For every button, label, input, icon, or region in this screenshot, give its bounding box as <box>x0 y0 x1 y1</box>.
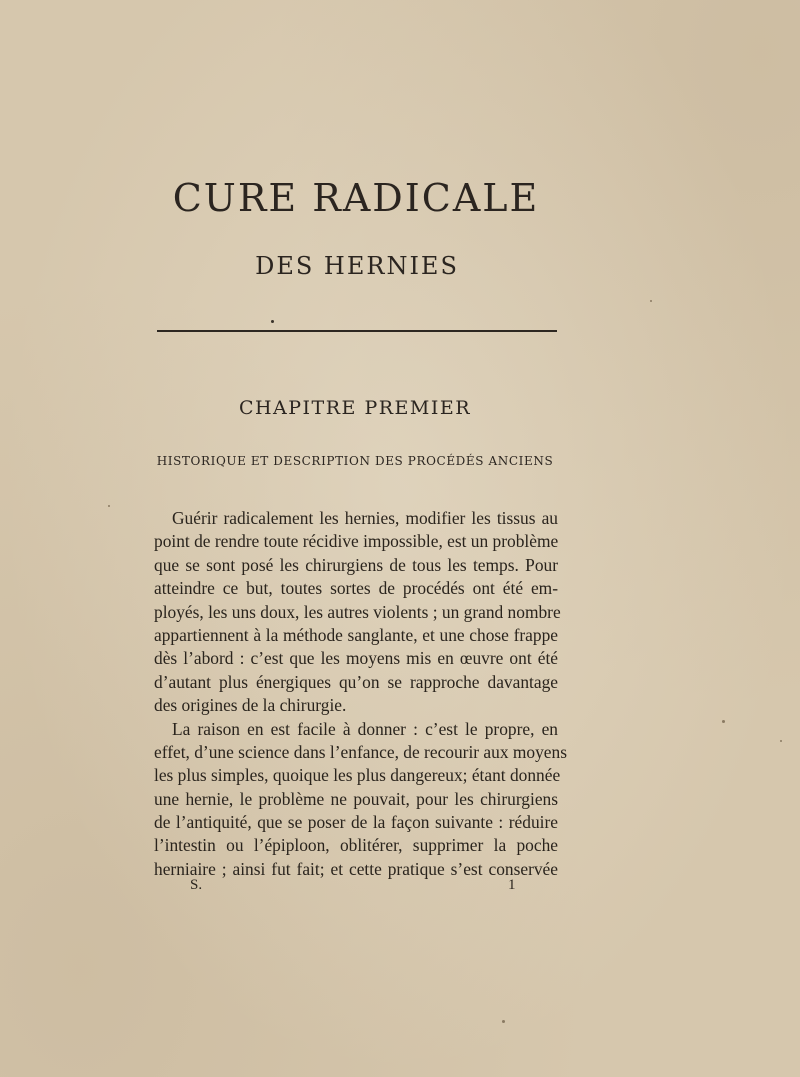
text-line: que se sont posé les chirurgiens de tous les temps. Pour <box>154 554 558 575</box>
page-subtitle: DES HERNIES <box>255 252 459 280</box>
paper-speck <box>650 300 652 302</box>
paper-speck <box>108 505 110 507</box>
text-line: Guérir radicalement les hernies, modifier les tissus au <box>172 508 558 528</box>
text-line: des origines de la chirurgie. <box>154 695 347 716</box>
text-line: herniaire ; ainsi fut fait; et cette pratique s’est conservée <box>154 858 558 879</box>
text-line: appartiennent à la méthode sanglante, et une chose frappe <box>154 624 558 645</box>
title-rule <box>157 330 557 332</box>
text-line: de l’antiquité, que se poser de la façon suivante : réduire <box>154 812 558 833</box>
page-number: 1 <box>508 877 516 893</box>
text-line: l’intestin ou l’épiploon, oblitérer, supprimer la poche <box>154 835 558 856</box>
paper-speck <box>780 740 782 742</box>
signature-mark: S. <box>190 877 203 893</box>
text-line: dès l’abord : c’est que les moyens mis en œuvre ont été <box>154 648 558 669</box>
text-line: une hernie, le problème ne pouvait, pour les chirurgiens <box>154 788 558 809</box>
text-line: effet, d’une science dans l’enfance, de recourir aux moyens <box>154 741 567 762</box>
text-line: ployés, les uns doux, les autres violents ; un grand nombre <box>154 601 561 622</box>
ornament-dot <box>271 320 274 323</box>
page-title: CURE RADICALE <box>172 176 540 220</box>
text-line: La raison en est facile à donner : c’est le propre, en <box>172 718 558 739</box>
text-line: les plus simples, quoique les plus dangereux; étant donnée <box>154 765 561 786</box>
section-heading: HISTORIQUE ET DESCRIPTION DES PROCÉDÉS ANCIENS <box>156 454 554 468</box>
body-text <box>154 507 567 881</box>
text-line: d’autant plus énergiques qu’on se rapproche davantage <box>154 671 558 692</box>
chapter-title: CHAPITRE PREMIER <box>238 397 472 419</box>
text-line: point de rendre toute récidive impossible, est un problème <box>154 531 559 552</box>
paper-speck <box>502 1020 505 1023</box>
text-line: atteindre ce but, toutes sortes de procédés ont été em- <box>154 578 558 599</box>
paper-speck <box>722 720 725 723</box>
